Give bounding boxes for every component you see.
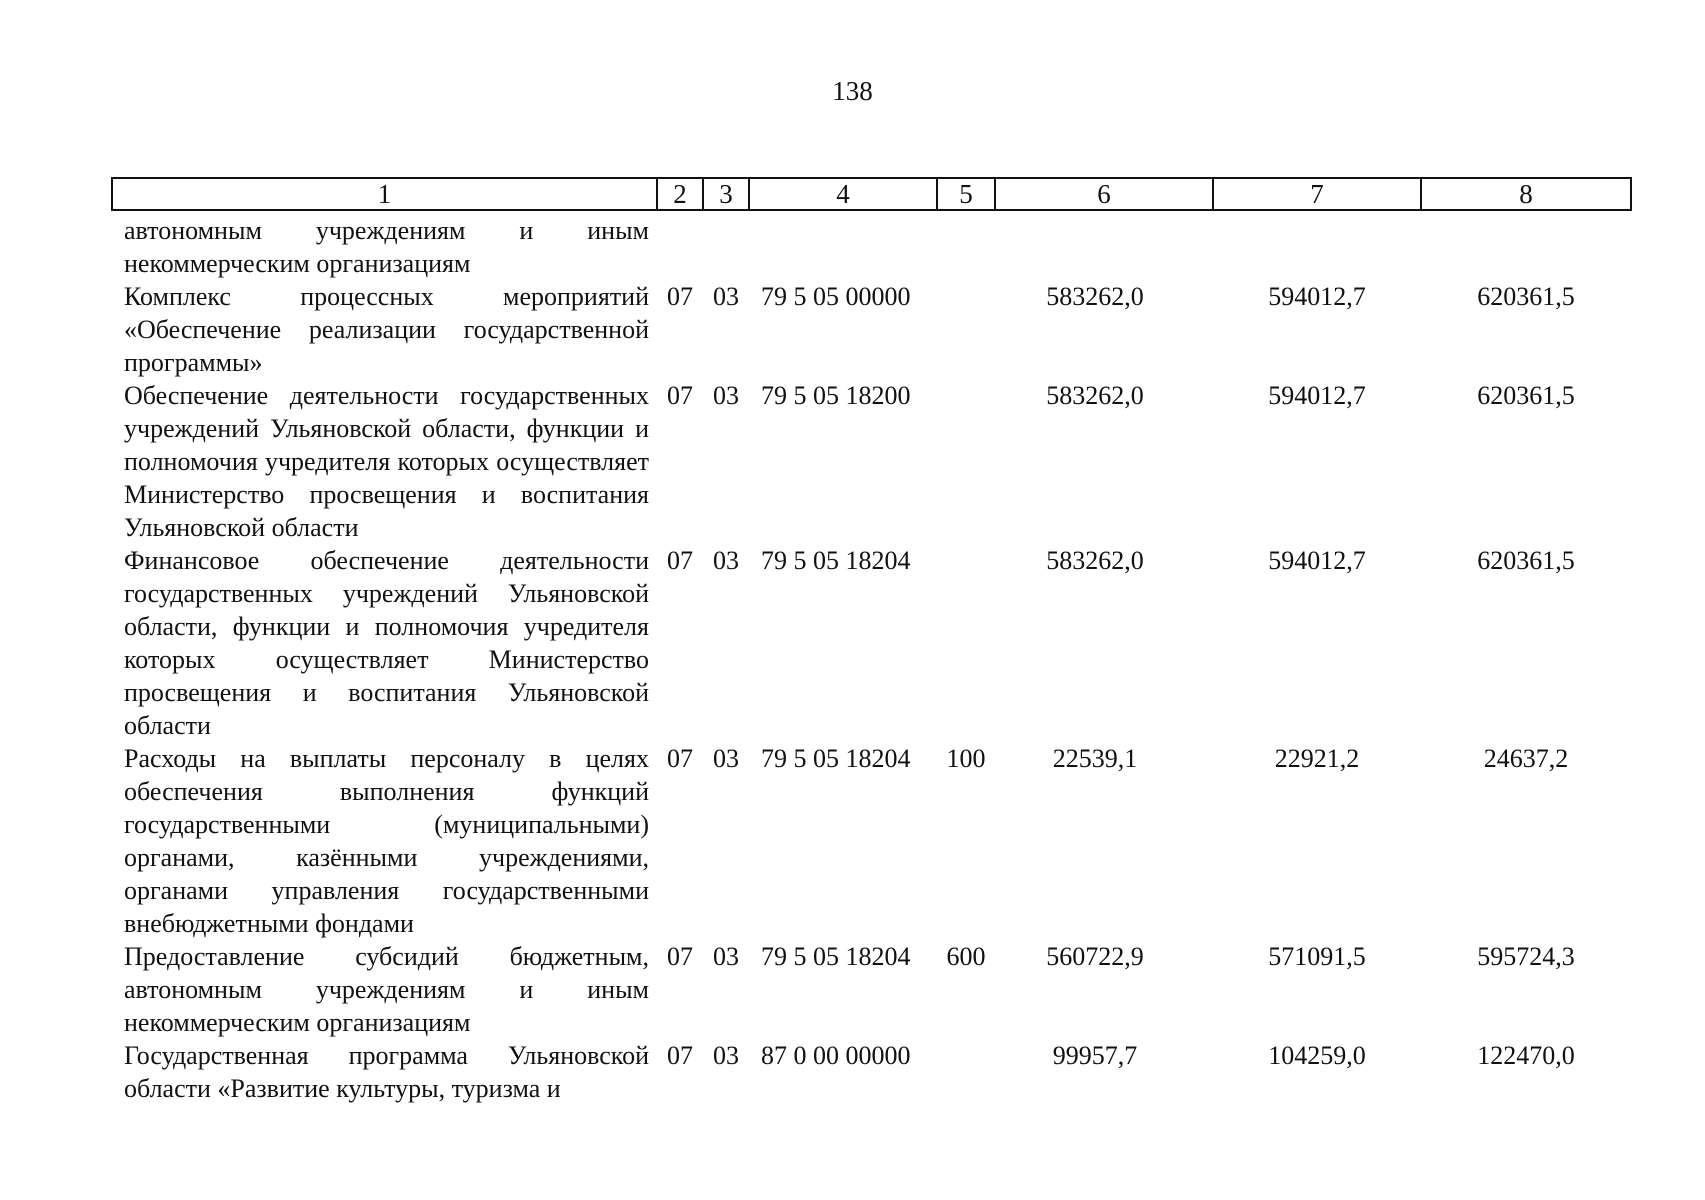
row-subsection: 03 [713, 942, 739, 971]
row-target-article: 79 5 05 18204 [761, 744, 911, 773]
row-expense-type [937, 280, 995, 379]
row-amount-col8 [1421, 210, 1631, 280]
table-row [112, 544, 1631, 742]
row-amount-col6: 583262,0 [1046, 282, 1144, 311]
row-description: Предоставление субсидий бюджетным, автономным учреждениям и иным некоммерческим организациям [124, 942, 649, 1037]
row-description: Государственная программа Ульяновской области «Развитие культуры, туризма и [124, 1041, 649, 1103]
header-col-4: 4 [749, 178, 937, 210]
row-description: Расходы на выплаты персоналу в целях обеспечения выполнения функций государственными (муниципальными) органами, казёнными учреждениями, органами управления государственными внебюджетными фондами [124, 744, 649, 938]
row-target-article: 79 5 05 18200 [761, 381, 911, 410]
row-description: автономным учреждениям и иным некоммерческим организациям [124, 216, 649, 278]
row-amount-col6: 99957,7 [1052, 1041, 1138, 1070]
row-expense-type: 600 [946, 942, 986, 971]
row-section: 07 [667, 546, 693, 575]
row-subsection [703, 210, 749, 280]
row-subsection: 03 [713, 744, 739, 773]
table-row [112, 940, 1631, 1039]
row-expense-type: 100 [946, 744, 986, 773]
row-section: 07 [667, 1041, 693, 1070]
row-amount-col7: 594012,7 [1268, 282, 1366, 311]
row-amount-col7: 571091,5 [1268, 942, 1366, 971]
header-col-1: 1 [112, 178, 657, 210]
budget-table-container [111, 177, 1630, 1105]
row-expense-type [937, 379, 995, 544]
row-target-article [749, 210, 937, 280]
header-col-8: 8 [1421, 178, 1631, 210]
row-section: 07 [667, 381, 693, 410]
row-subsection: 03 [713, 282, 739, 311]
table-header [112, 178, 1631, 210]
row-target-article: 87 0 00 00000 [761, 1041, 911, 1070]
header-col-2: 2 [657, 178, 703, 210]
row-amount-col8: 595724,3 [1477, 942, 1575, 971]
table-row [112, 379, 1631, 544]
row-amount-col8: 122470,0 [1477, 1041, 1575, 1070]
row-amount-col8: 620361,5 [1477, 546, 1575, 575]
row-section: 07 [667, 282, 693, 311]
header-row [112, 178, 1631, 210]
row-expense-type [937, 210, 995, 280]
table-row [112, 210, 1631, 280]
header-col-3: 3 [703, 178, 749, 210]
page-number: 138 [832, 76, 873, 106]
row-section [657, 210, 703, 280]
table-row [112, 1039, 1631, 1105]
row-target-article: 79 5 05 18204 [761, 942, 911, 971]
row-expense-type [937, 544, 995, 742]
row-amount-col8: 24637,2 [1483, 744, 1569, 773]
table-row [112, 742, 1631, 940]
row-amount-col6: 583262,0 [1046, 546, 1144, 575]
header-col-7: 7 [1213, 178, 1421, 210]
row-amount-col7 [1213, 210, 1421, 280]
row-amount-col8: 620361,5 [1477, 282, 1575, 311]
row-subsection: 03 [713, 1041, 739, 1070]
row-target-article: 79 5 05 00000 [761, 282, 911, 311]
row-amount-col8: 620361,5 [1477, 381, 1575, 410]
row-amount-col6: 22539,1 [1052, 744, 1138, 773]
header-col-6: 6 [995, 178, 1213, 210]
row-amount-col6: 560722,9 [1046, 942, 1144, 971]
row-description: Обеспечение деятельности государственных учреждений Ульяновской области, функции и полномочия учредителя которых осуществляет Министерство просвещения и воспитания Ульяновской области [124, 381, 649, 542]
row-amount-col6: 583262,0 [1046, 381, 1144, 410]
table-row [112, 280, 1631, 379]
row-subsection: 03 [713, 381, 739, 410]
row-expense-type [937, 1039, 995, 1105]
row-target-article: 79 5 05 18204 [761, 546, 911, 575]
row-description: Финансовое обеспечение деятельности государственных учреждений Ульяновской области, функции и полномочия учредителя которых осуществляет Министерство просвещения и воспитания Ульяновской области [124, 546, 649, 740]
budget-table [111, 177, 1632, 1105]
row-subsection: 03 [713, 546, 739, 575]
table-body [112, 210, 1631, 1105]
row-amount-col7: 22921,2 [1274, 744, 1360, 773]
row-amount-col7: 594012,7 [1268, 381, 1366, 410]
row-amount-col6 [995, 210, 1213, 280]
row-section: 07 [667, 942, 693, 971]
row-amount-col7: 594012,7 [1268, 546, 1366, 575]
header-col-5: 5 [937, 178, 995, 210]
row-section: 07 [667, 744, 693, 773]
row-description: Комплекс процессных мероприятий «Обеспечение реализации государственной программы» [124, 282, 649, 377]
row-amount-col7: 104259,0 [1268, 1041, 1366, 1070]
